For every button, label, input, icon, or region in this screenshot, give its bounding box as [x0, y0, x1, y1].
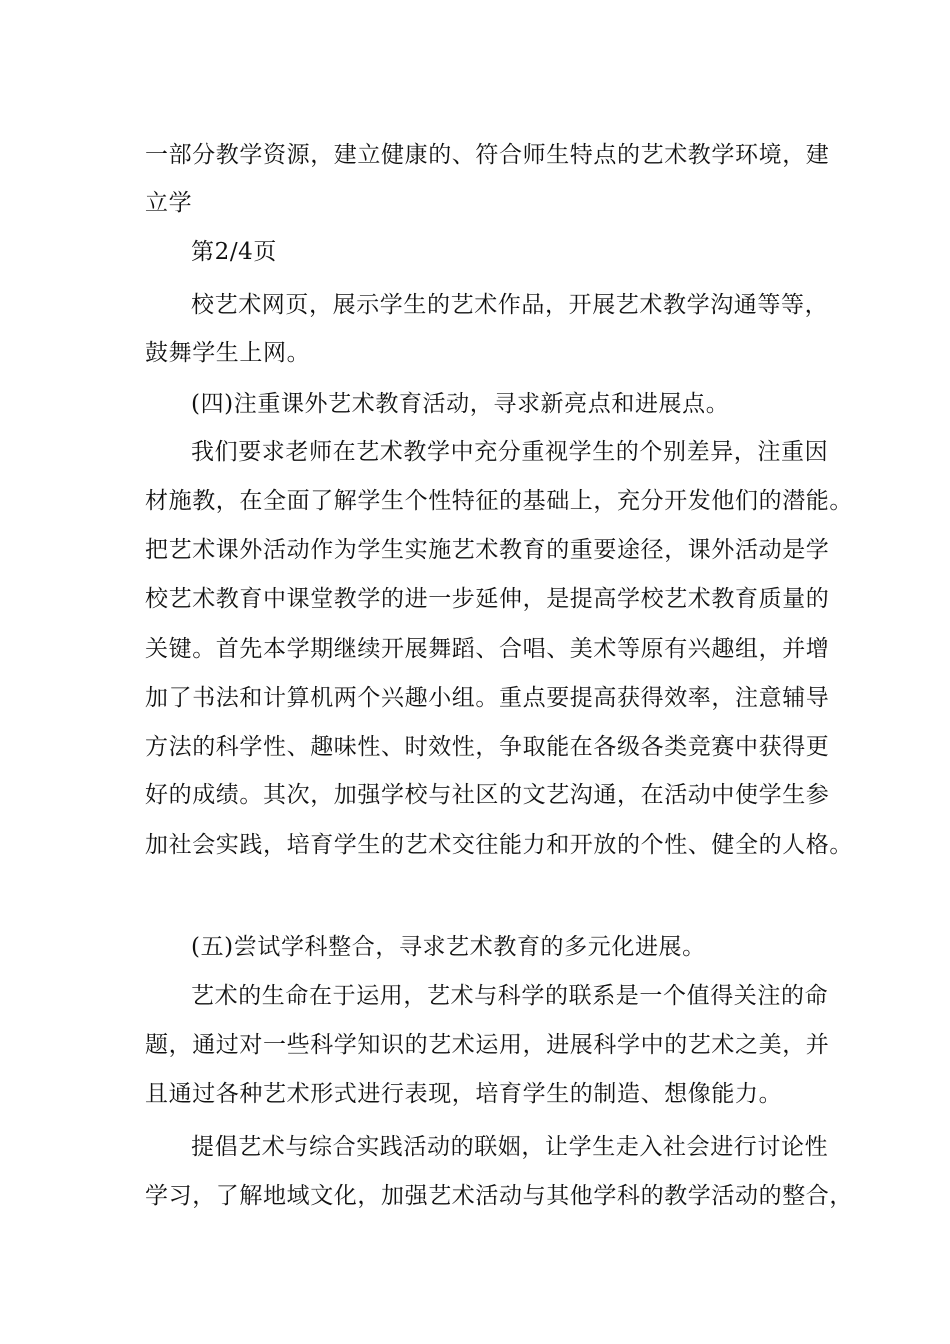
text-line-18: 学习，了解地域文化，加强艺术活动与其他学科的教学活动的整合，: [145, 1183, 853, 1209]
text-line-6: 材施教，在全面了解学生个性特征的基础上，充分开发他们的潜能。: [145, 488, 853, 514]
section-heading-5: (五)尝试学科整合，寻求艺术教育的多元化进展。: [191, 934, 706, 960]
text-line-2: 立学: [145, 190, 193, 216]
text-line-9: 关键。首先本学期继续开展舞蹈、合唱、美术等原有兴趣组，并增: [145, 636, 830, 662]
text-line-5: 我们要求老师在艺术教学中充分重视学生的个别差异，注重因: [191, 439, 829, 465]
text-line-10: 加了书法和计算机两个兴趣小组。重点要提高获得效率，注意辅导: [145, 685, 830, 711]
text-line-16: 且通过各种艺术形式进行表现，培育学生的制造、想像能力。: [145, 1081, 783, 1107]
text-line-12: 好的成绩。其次，加强学校与社区的文艺沟通，在活动中使学生参: [145, 782, 830, 808]
page-number: 第2/4页: [191, 239, 278, 265]
text-line-15: 题，通过对一些科学知识的艺术运用，进展科学中的艺术之美，并: [145, 1032, 830, 1058]
text-line-13: 加社会实践，培育学生的艺术交往能力和开放的个性、健全的人格。: [145, 832, 853, 858]
text-line-4: 鼓舞学生上网。: [145, 340, 311, 366]
text-line-1: 一部分教学资源，建立健康的、符合师生特点的艺术教学环境，建: [145, 142, 830, 168]
text-line-7: 把艺术课外活动作为学生实施艺术教育的重要途径，课外活动是学: [145, 537, 830, 563]
text-line-17: 提倡艺术与综合实践活动的联姻，让学生走入社会进行讨论性: [191, 1134, 829, 1160]
section-heading-4: (四)注重课外艺术教育活动，寻求新亮点和进展点。: [191, 391, 730, 417]
text-line-11: 方法的科学性、趣味性、时效性，争取能在各级各类竞赛中获得更: [145, 734, 830, 760]
text-line-3: 校艺术网页，展示学生的艺术作品，开展艺术教学沟通等等，: [191, 292, 829, 318]
text-line-14: 艺术的生命在于运用，艺术与科学的联系是一个值得关注的命: [191, 983, 829, 1009]
text-line-8: 校艺术教育中课堂教学的进一步延伸，是提高学校艺术教育质量的: [145, 586, 830, 612]
